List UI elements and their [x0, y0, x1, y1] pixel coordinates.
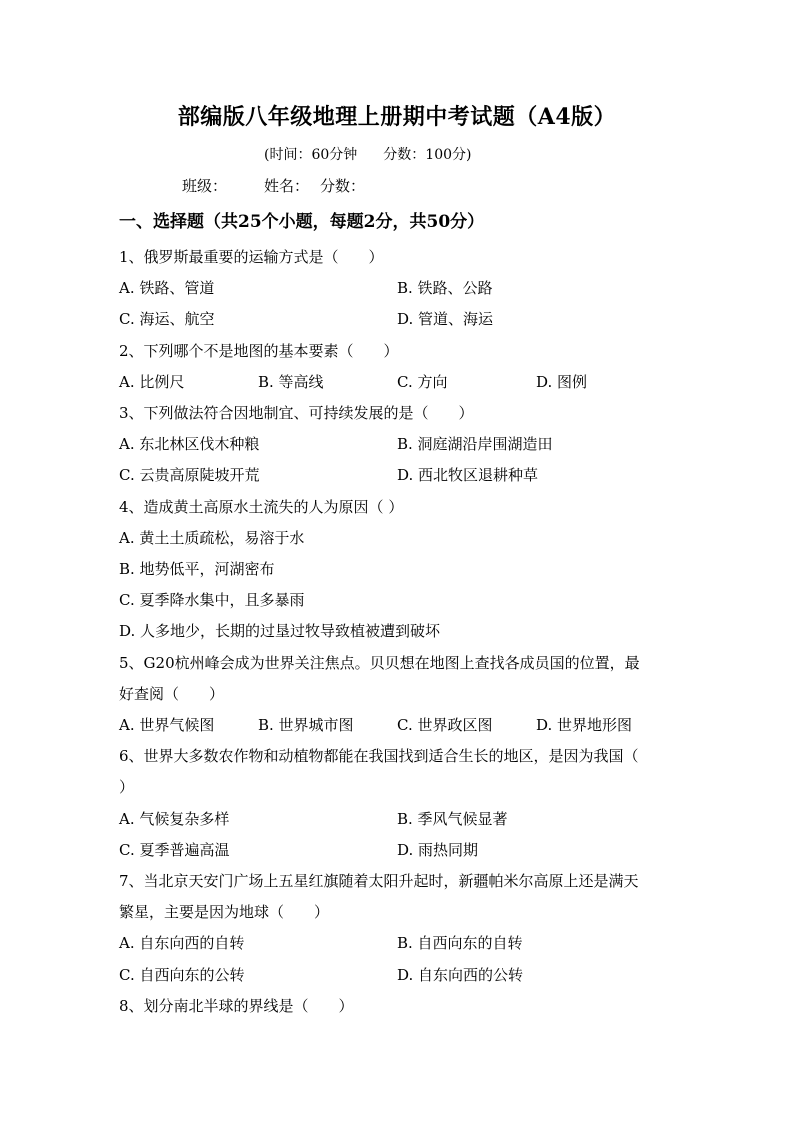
student-fields — [182, 176, 365, 196]
option-b: B. 地势低平，河湖密布 — [119, 560, 275, 578]
total-score: 分数：100分) — [383, 147, 472, 163]
section-heading: 一、选择题（共25个小题，每题2分，共50分） — [119, 212, 485, 232]
option-b: B. 世界城市图 — [258, 716, 354, 734]
option-d: D. 雨热同期 — [397, 841, 479, 859]
question-stem: 8、划分南北半球的界线是（ ） — [119, 997, 354, 1015]
option-c: C. 夏季普遍高温 — [119, 841, 230, 859]
option-a: A. 铁路、管道 — [119, 279, 215, 297]
option-a: A. 黄土土质疏松，易溶于水 — [119, 529, 305, 547]
option-d: D. 自东向西的公转 — [397, 966, 524, 984]
option-c: C. 方向 — [397, 373, 448, 391]
page-title: 部编版八年级地理上册期中考试题（A4版） — [177, 104, 617, 130]
option-a: A. 自东向西的自转 — [119, 934, 245, 952]
option-a: A. 东北林区伐木种粮 — [119, 435, 260, 453]
option-a: A. 气候复杂多样 — [119, 810, 230, 828]
option-c: C. 夏季降水集中，且多暴雨 — [119, 591, 305, 609]
option-c: C. 世界政区图 — [397, 716, 493, 734]
class-label: 班级： — [182, 177, 228, 195]
question-stem: 7、当北京天安门广场上五星红旗随着太阳升起时，新疆帕米尔高原上还是满天 — [119, 872, 639, 890]
exam-meta — [264, 146, 471, 164]
option-d: D. 人多地少，长期的过垦过牧导致植被遭到破坏 — [119, 622, 441, 640]
question-stem: 6、世界大多数农作物和动植物都能在我国找到适合生长的地区，是因为我国（ — [119, 747, 639, 765]
question-stem: 3、下列做法符合因地制宜、可持续发展的是（ ） — [119, 404, 474, 422]
option-b: B. 铁路、公路 — [397, 279, 493, 297]
option-b: B. 洞庭湖沿岸围湖造田 — [397, 435, 553, 453]
option-b: B. 自西向东的自转 — [397, 934, 523, 952]
option-d: D. 世界地形图 — [536, 716, 633, 734]
option-b: B. 等高线 — [258, 373, 324, 391]
question-stem-continued: ） — [119, 778, 135, 796]
option-b: B. 季风气候显著 — [397, 810, 508, 828]
option-a: A. 世界气候图 — [119, 716, 215, 734]
option-a: A. 比例尺 — [119, 373, 185, 391]
question-stem-continued: 繁星，主要是因为地球（ ） — [119, 903, 330, 921]
question-stem: 4、造成黄土高原水土流失的人为原因（ ） — [119, 498, 404, 516]
score-label: 分数： — [320, 177, 366, 195]
question-stem: 1、俄罗斯最重要的运输方式是（ ） — [119, 248, 384, 266]
option-d: D. 图例 — [536, 373, 588, 391]
name-label: 姓名： — [264, 177, 310, 195]
option-c: C. 海运、航空 — [119, 310, 215, 328]
option-c: C. 自西向东的公转 — [119, 966, 245, 984]
question-stem: 5、G20杭州峰会成为世界关注焦点。贝贝想在地图上查找各成员国的位置，最 — [119, 654, 640, 672]
question-stem-continued: 好查阅（ ） — [119, 685, 225, 703]
option-d: D. 西北牧区退耕种草 — [397, 466, 539, 484]
time-limit: (时间：60分钟 — [264, 147, 358, 163]
option-c: C. 云贵高原陡坡开荒 — [119, 466, 260, 484]
option-d: D. 管道、海运 — [397, 310, 494, 328]
question-stem: 2、下列哪个不是地图的基本要素（ ） — [119, 342, 399, 360]
